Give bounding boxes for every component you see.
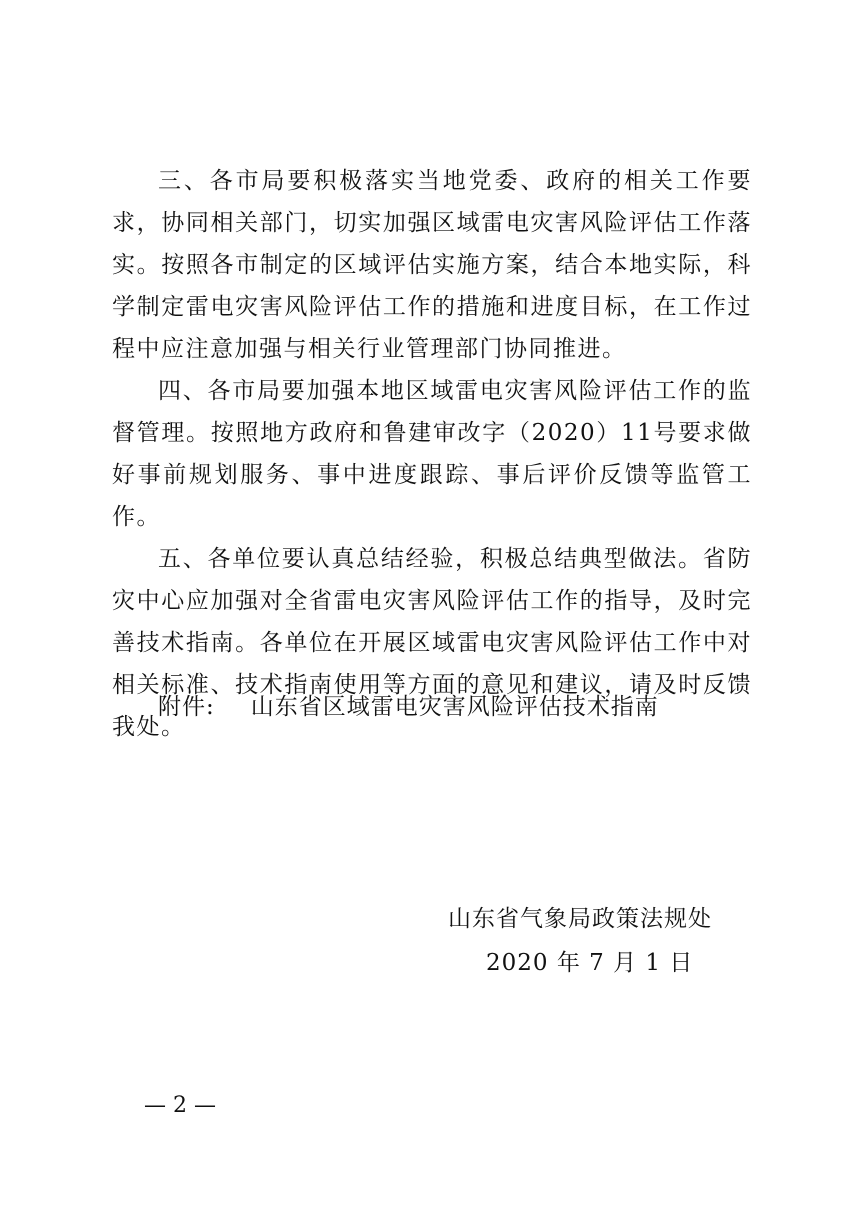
attachment-title: 山东省区域雷电灾害风险评估技术指南 <box>250 694 659 720</box>
paragraph-four: 四、各市局要加强本地区域雷电灾害风险评估工作的监督管理。按照地方政府和鲁建审改字（2020）11号要求做好事前规划服务、事中进度跟踪、事后评价反馈等监管工作。 <box>112 378 752 530</box>
issuer-name: 山东省气象局政策法规处 <box>448 906 712 932</box>
document-body <box>112 160 752 748</box>
signature-block <box>448 897 712 985</box>
attachment-line <box>158 686 659 728</box>
issue-date: 2020 年 7 月 1 日 <box>486 950 694 976</box>
paragraph-three: 三、各市局要积极落实当地党委、政府的相关工作要求，协同相关部门，切实加强区域雷电灾害风险评估工作落实。按照各市制定的区域评估实施方案，结合本地实际，科学制定雷电灾害风险评估工作的措施和进度目标，在工作过程中应注意加强与相关行业管理部门协同推进。 <box>112 168 752 362</box>
paragraph-five: 五、各单位要认真总结经验，积极总结典型做法。省防灾中心应加强对全省雷电灾害风险评估工作的指导，及时完善技术指南。各单位在开展区域雷电灾害风险评估工作中对相关标准、技术指南使用等方面的意见和建议，请及时反馈我处。 <box>112 546 752 740</box>
attachment-label: 附件: <box>158 694 215 720</box>
page-number: — 2 — <box>144 1093 216 1118</box>
